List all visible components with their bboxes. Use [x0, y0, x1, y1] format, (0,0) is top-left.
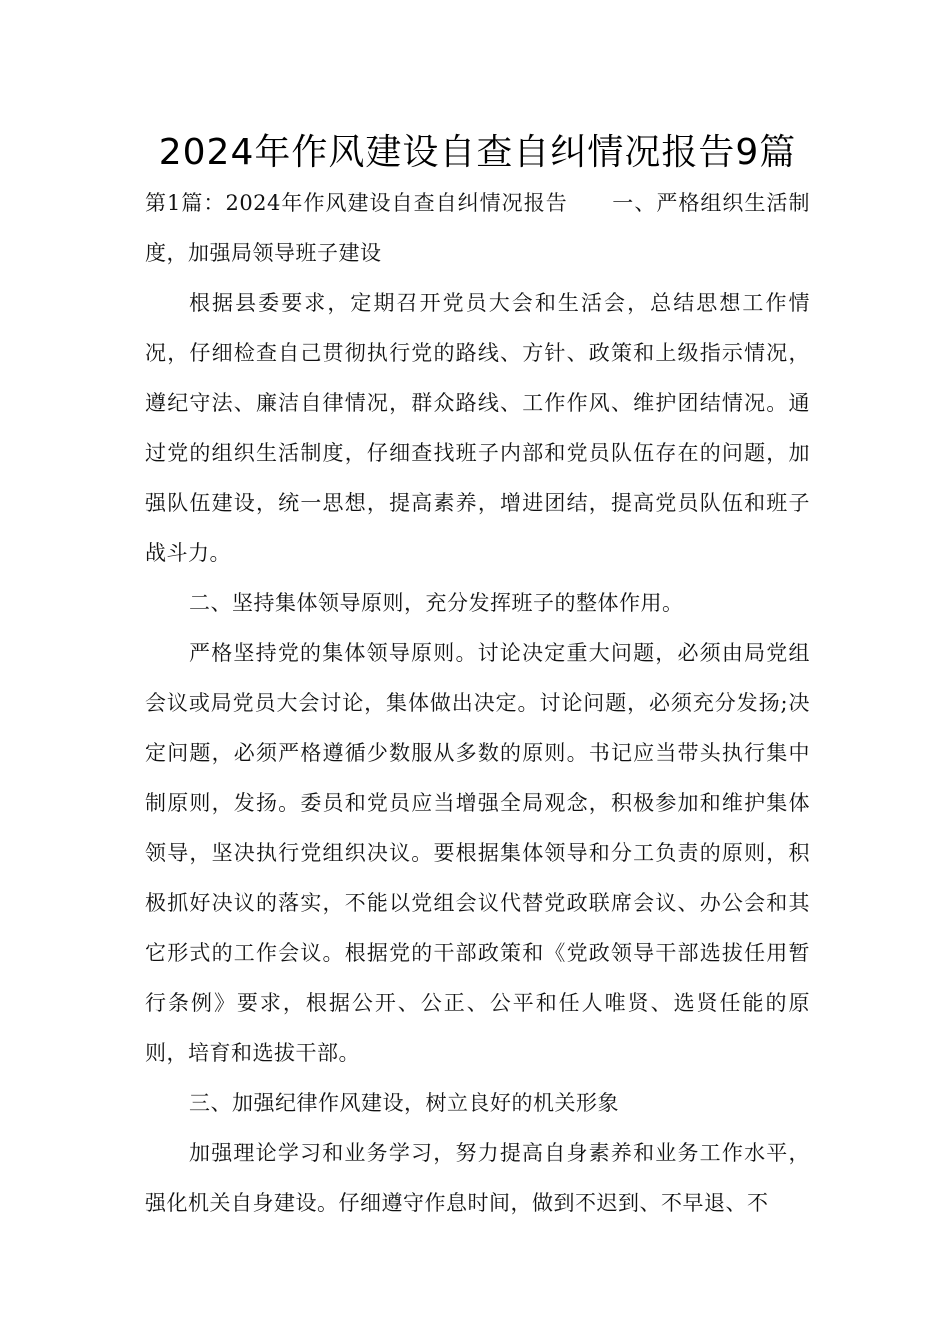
article-label: 第1篇：2024年作风建设自查自纠情况报告: [145, 191, 568, 215]
section-three-heading: 三、加强纪律作风建设，树立良好的机关形象: [189, 1091, 619, 1115]
paragraph-3: 加强理论学习和业务学习，努力提高自身素养和业务工作水平，强化机关自身建设。仔细遵守作息时间，做到不迟到、不早退、不: [145, 1141, 810, 1215]
document-title: 2024年作风建设自查自纠情况报告9篇: [158, 132, 797, 173]
paragraph-2: 严格坚持党的集体领导原则。讨论决定重大问题，必须由局党组会议或局党员大会讨论，集体做出决定。讨论问题，必须充分发扬;决定问题，必须严格遵循少数服从多数的原则。书记应当带头执行集中制原则，发扬。委员和党员应当增强全局观念，积极参加和维护集体领导，坚决执行党组织决议。要根据集体领导和分工负责的原则，积极抓好决议的落实，不能以党组会议代替党政联席会议、办公会和其它形式的工作会议。根据党的干部政策和《党政领导干部选拔任用暂行条例》要求，根据公开、公正、公平和任人唯贤、选贤任能的原则，培育和选拔干部。: [145, 641, 810, 1065]
article-heading-line: [145, 178, 810, 278]
section-one-heading: 一、严格组织生活制度，加强局领导班子建设: [145, 191, 810, 265]
document-body: [145, 178, 810, 1228]
section-two-heading: 二、坚持集体领导原则，充分发挥班子的整体作用。: [189, 591, 684, 615]
paragraph-1: 根据县委要求，定期召开党员大会和生活会，总结思想工作情况，仔细检查自己贯彻执行党的路线、方针、政策和上级指示情况，遵纪守法、廉洁自律情况，群众路线、工作作风、维护团结情况。通过党的组织生活制度，仔细查找班子内部和党员队伍存在的问题，加强队伍建设，统一思想，提高素养，增进团结，提高党员队伍和班子战斗力。: [145, 291, 810, 565]
